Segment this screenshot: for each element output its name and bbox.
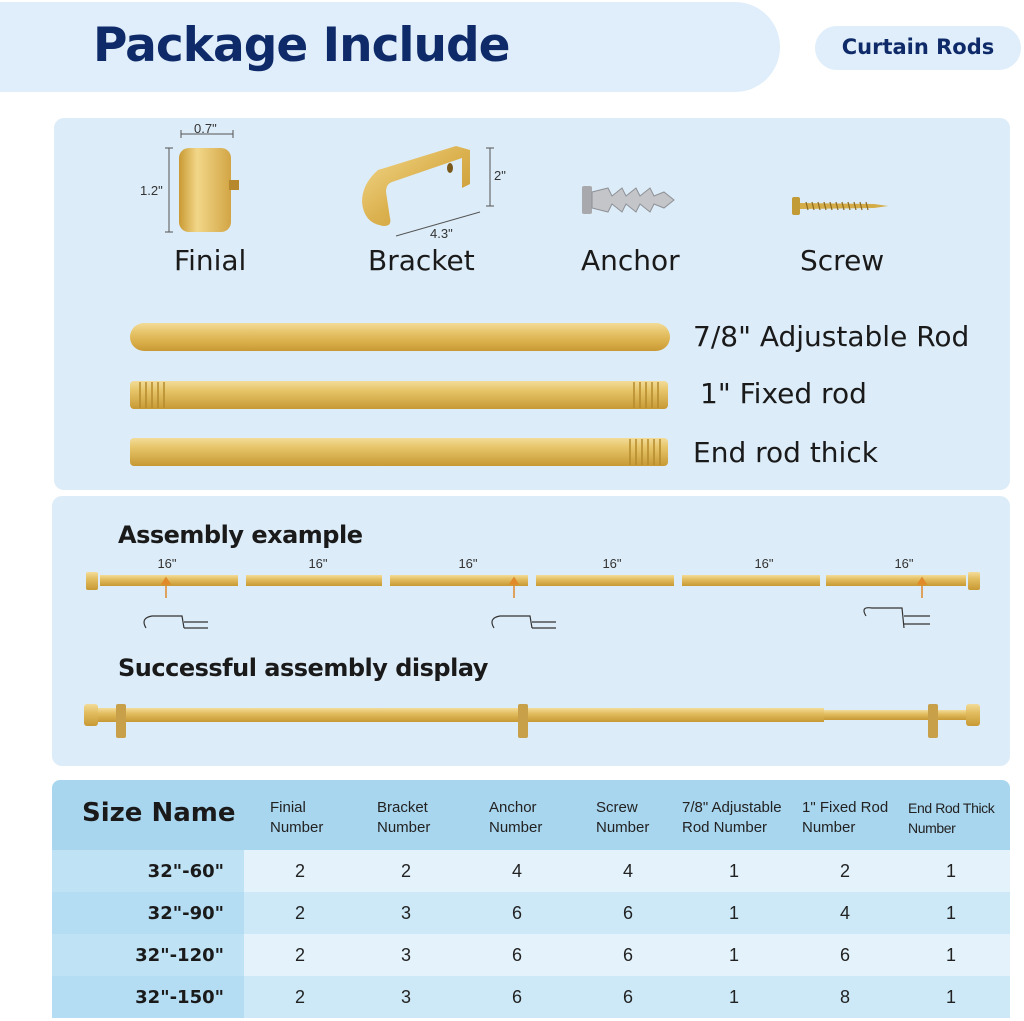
column-header-adjustable-rod (682, 798, 782, 838)
assembly-example-diagram (84, 570, 984, 640)
table-cell: 6 (622, 987, 633, 1007)
end-rod-label: End rod thick (693, 436, 878, 469)
bracket-icon (356, 140, 496, 240)
table-cell: 6 (511, 945, 522, 965)
table-cell: 2 (400, 861, 411, 881)
adjustable-rod-label: 7/8" Adjustable Rod (693, 320, 970, 353)
column-header-line: Number (489, 819, 543, 836)
table-cell: 1 (945, 861, 956, 881)
column-header-fixed-rod (802, 798, 888, 838)
column-header-line: Rod Number (682, 819, 768, 836)
segment-length-5: 16" (754, 556, 774, 571)
column-header-line: 1" Fixed Rod (802, 799, 889, 816)
size-name: 32"-90" (147, 903, 224, 924)
row-size-cell (52, 850, 244, 892)
size-name-header: Size Name (82, 798, 236, 828)
segment-length-4: 16" (602, 556, 622, 571)
finial-width-label: 0.7" (194, 121, 217, 136)
column-header-bracket (377, 798, 430, 838)
column-header-line: Bracket (377, 799, 428, 816)
fixed-rod-image (130, 379, 670, 411)
table-cell: 4 (622, 861, 633, 881)
column-header-finial (270, 798, 323, 838)
table-cell: 3 (400, 945, 411, 965)
table-cell: 6 (622, 903, 633, 923)
table-row (52, 934, 1010, 976)
table-cell: 1 (945, 945, 956, 965)
part-label-bracket: Bracket (368, 244, 475, 277)
segment-length-1: 16" (157, 556, 177, 571)
column-header-line: Number (908, 820, 956, 836)
column-header-line: Anchor (489, 799, 537, 816)
row-size-cell (52, 976, 244, 1018)
table-cell: 4 (839, 903, 850, 923)
table-cell: 1 (728, 861, 739, 881)
table-cell: 8 (839, 987, 850, 1007)
column-header-line: 7/8" Adjustable (682, 799, 782, 816)
table-cell: 3 (400, 903, 411, 923)
column-header-line: Number (596, 819, 650, 836)
column-header-end-rod (908, 798, 994, 838)
table-cell: 2 (294, 903, 305, 923)
part-label-finial: Finial (174, 244, 247, 277)
column-header-line: Number (377, 819, 431, 836)
fixed-rod-label: 1" Fixed rod (700, 377, 867, 410)
table-cell: 1 (945, 987, 956, 1007)
column-header-line: End Rod Thick (908, 800, 995, 816)
page-title: Package Include (93, 18, 510, 73)
row-size-cell (52, 934, 244, 976)
adjustable-rod-image (130, 323, 670, 351)
assembly-display-title: Successful assembly display (118, 654, 488, 682)
column-header-line: Screw (596, 799, 638, 816)
table-row (52, 976, 1010, 1018)
table-cell: 6 (511, 987, 522, 1007)
table-cell: 3 (400, 987, 411, 1007)
size-name: 32"-120" (135, 945, 224, 966)
column-header-line: Number (270, 819, 324, 836)
column-header-line: Finial (270, 799, 306, 816)
table-cell: 1 (728, 903, 739, 923)
bracket-height-label: 2" (494, 168, 506, 183)
table-cell: 6 (511, 903, 522, 923)
segment-length-3: 16" (458, 556, 478, 571)
table-cell: 2 (294, 987, 305, 1007)
table-cell: 1 (945, 903, 956, 923)
size-name: 32"-60" (147, 861, 224, 882)
assembly-display-diagram (84, 702, 984, 744)
quantity-table (52, 780, 1010, 1020)
finial-height-label: 1.2" (140, 183, 163, 198)
table-cell: 6 (839, 945, 850, 965)
table-cell: 2 (294, 861, 305, 881)
size-name: 32"-150" (135, 987, 224, 1008)
category-badge (815, 26, 1021, 70)
table-row (52, 892, 1010, 934)
part-label-screw: Screw (800, 244, 885, 277)
column-header-anchor (489, 798, 542, 838)
bracket-length-label: 4.3" (430, 226, 453, 241)
segment-length-6: 16" (894, 556, 914, 571)
table-row (52, 850, 1010, 892)
table-cell: 2 (839, 861, 850, 881)
table-cell: 1 (728, 987, 739, 1007)
segment-length-2: 16" (308, 556, 328, 571)
end-rod-image (130, 436, 670, 468)
column-header-screw (596, 798, 649, 838)
finial-icon (165, 128, 245, 236)
table-cell: 2 (294, 945, 305, 965)
screw-icon (788, 194, 892, 218)
table-cell: 4 (511, 861, 522, 881)
anchor-icon (578, 182, 678, 218)
assembly-example-title: Assembly example (118, 521, 363, 549)
row-size-cell (52, 892, 244, 934)
category-badge-label: Curtain Rods (841, 35, 995, 59)
part-label-anchor: Anchor (581, 244, 680, 277)
table-header (52, 780, 1010, 850)
column-header-line: Number (802, 819, 856, 836)
table-cell: 1 (728, 945, 739, 965)
table-cell: 6 (622, 945, 633, 965)
